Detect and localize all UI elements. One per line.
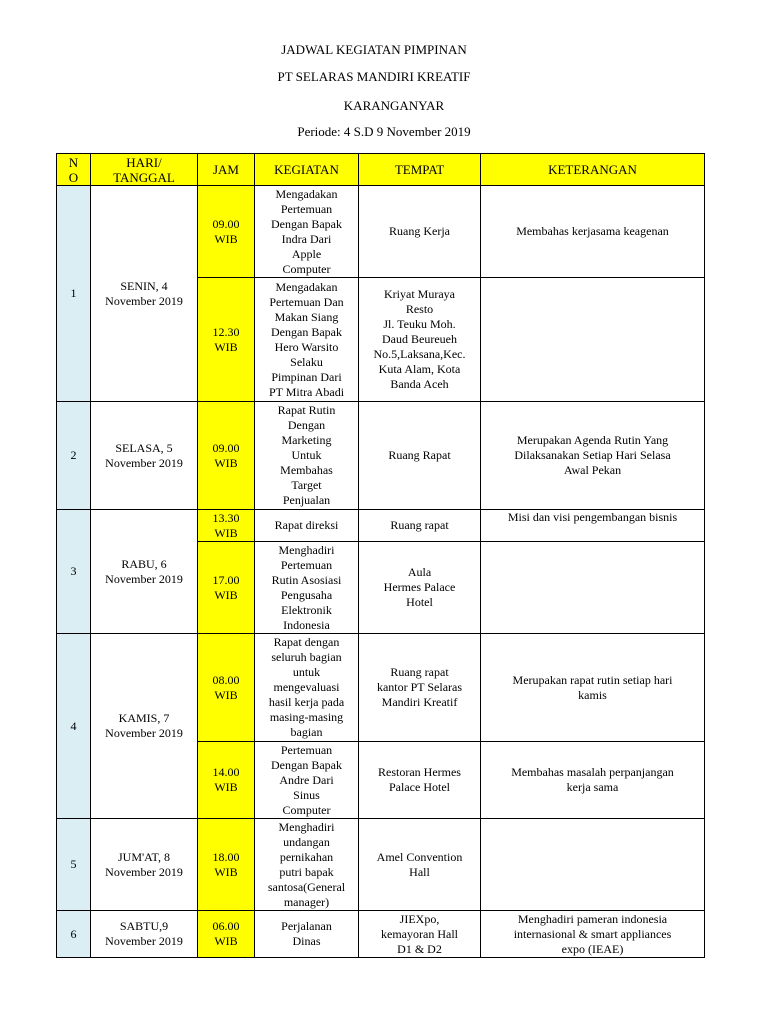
note-cell: Membahas kerjasama keagenan: [481, 186, 705, 278]
note-cell: [481, 278, 705, 402]
activity-cell: Rapat direksi: [255, 510, 359, 542]
activity-cell: Rapat dengan seluruh bagian untuk mengevaluasi hasil kerja pada masing-masing bagian: [255, 634, 359, 742]
table-row: [57, 402, 705, 510]
document-title: JADWAL KEGIATAN PIMPINAN: [281, 42, 467, 57]
activity-cell: Perjalanan Dinas: [255, 911, 359, 958]
time-cell: 14.00 WIB: [198, 742, 255, 819]
place-cell: Ruang Rapat: [359, 402, 481, 510]
row-number: 1: [57, 186, 91, 402]
table-row: [57, 911, 705, 958]
day-date: RABU, 6 November 2019: [91, 510, 198, 634]
time-cell: 13.30 WIB: [198, 510, 255, 542]
col-header-kegiatan: KEGIATAN: [255, 154, 359, 186]
note-cell: Membahas masalah perpanjangan kerja sama: [481, 742, 705, 819]
table-row: [57, 634, 705, 742]
col-header-jam: JAM: [198, 154, 255, 186]
time-cell: 06.00 WIB: [198, 911, 255, 958]
note-cell: Merupakan Agenda Rutin Yang Dilaksanakan Setiap Hari Selasa Awal Pekan: [481, 402, 705, 510]
activity-cell: Mengadakan Pertemuan Dengan Bapak Indra Dari Apple Computer: [255, 186, 359, 278]
row-number: 4: [57, 634, 91, 819]
col-header-no: N O: [57, 154, 91, 186]
row-number: 2: [57, 402, 91, 510]
note-cell: Menghadiri pameran indonesia internasional & smart appliances expo (IEAE): [481, 911, 705, 958]
time-cell: 18.00 WIB: [198, 819, 255, 911]
row-number: 5: [57, 819, 91, 911]
col-header-tempat: TEMPAT: [359, 154, 481, 186]
time-cell: 09.00 WIB: [198, 186, 255, 278]
place-cell: Aula Hermes Palace Hotel: [359, 542, 481, 634]
activity-cell: Menghadiri undangan pernikahan putri bapak santosa(General manager): [255, 819, 359, 911]
time-cell: 12.30 WIB: [198, 278, 255, 402]
note-cell: [481, 542, 705, 634]
time-cell: 17.00 WIB: [198, 542, 255, 634]
table-row: [57, 819, 705, 911]
table-row: [57, 510, 705, 542]
activity-cell: Pertemuan Dengan Bapak Andre Dari Sinus Computer: [255, 742, 359, 819]
day-date: SELASA, 5 November 2019: [91, 402, 198, 510]
col-header-hari-tanggal: HARI/ TANGGAL: [91, 154, 198, 186]
place-cell: Ruang rapat kantor PT Selaras Mandiri Kreatif: [359, 634, 481, 742]
place-cell: Amel Convention Hall: [359, 819, 481, 911]
note-cell: [481, 819, 705, 911]
company-location: KARANGANYAR: [343, 98, 445, 113]
day-date: SABTU,9 November 2019: [91, 911, 198, 958]
time-cell: 08.00 WIB: [198, 634, 255, 742]
col-header-keterangan: KETERANGAN: [481, 154, 705, 186]
place-cell: Restoran Hermes Palace Hotel: [359, 742, 481, 819]
place-cell: JIEXpo, kemayoran Hall D1 & D2: [359, 911, 481, 958]
schedule-period: Periode: 4 S.D 9 November 2019: [297, 124, 471, 139]
note-cell: Merupakan rapat rutin setiap hari kamis: [481, 634, 705, 742]
activity-cell: Rapat Rutin Dengan Marketing Untuk Membahas Target Penjualan: [255, 402, 359, 510]
table-header-row: [57, 154, 705, 186]
activity-cell: Mengadakan Pertemuan Dan Makan Siang Dengan Bapak Hero Warsito Selaku Pimpinan Dari PT Mitra Abadi: [255, 278, 359, 402]
company-name: PT SELARAS MANDIRI KREATIF: [277, 69, 471, 84]
note-cell: Misi dan visi pengembangan bisnis: [481, 510, 705, 542]
schedule-table: [56, 153, 705, 958]
activity-cell: Menghadiri Pertemuan Rutin Asosiasi Pengusaha Elektronik Indonesia: [255, 542, 359, 634]
place-cell: Ruang Kerja: [359, 186, 481, 278]
day-date: KAMIS, 7 November 2019: [91, 634, 198, 819]
row-number: 6: [57, 911, 91, 958]
place-cell: Kriyat Muraya Resto Jl. Teuku Moh. Daud Beureueh No.5,Laksana,Kec. Kuta Alam, Kota Banda Aceh: [359, 278, 481, 402]
place-cell: Ruang rapat: [359, 510, 481, 542]
row-number: 3: [57, 510, 91, 634]
time-cell: 09.00 WIB: [198, 402, 255, 510]
table-row: [57, 186, 705, 278]
day-date: JUM'AT, 8 November 2019: [91, 819, 198, 911]
day-date: SENIN, 4 November 2019: [91, 186, 198, 402]
